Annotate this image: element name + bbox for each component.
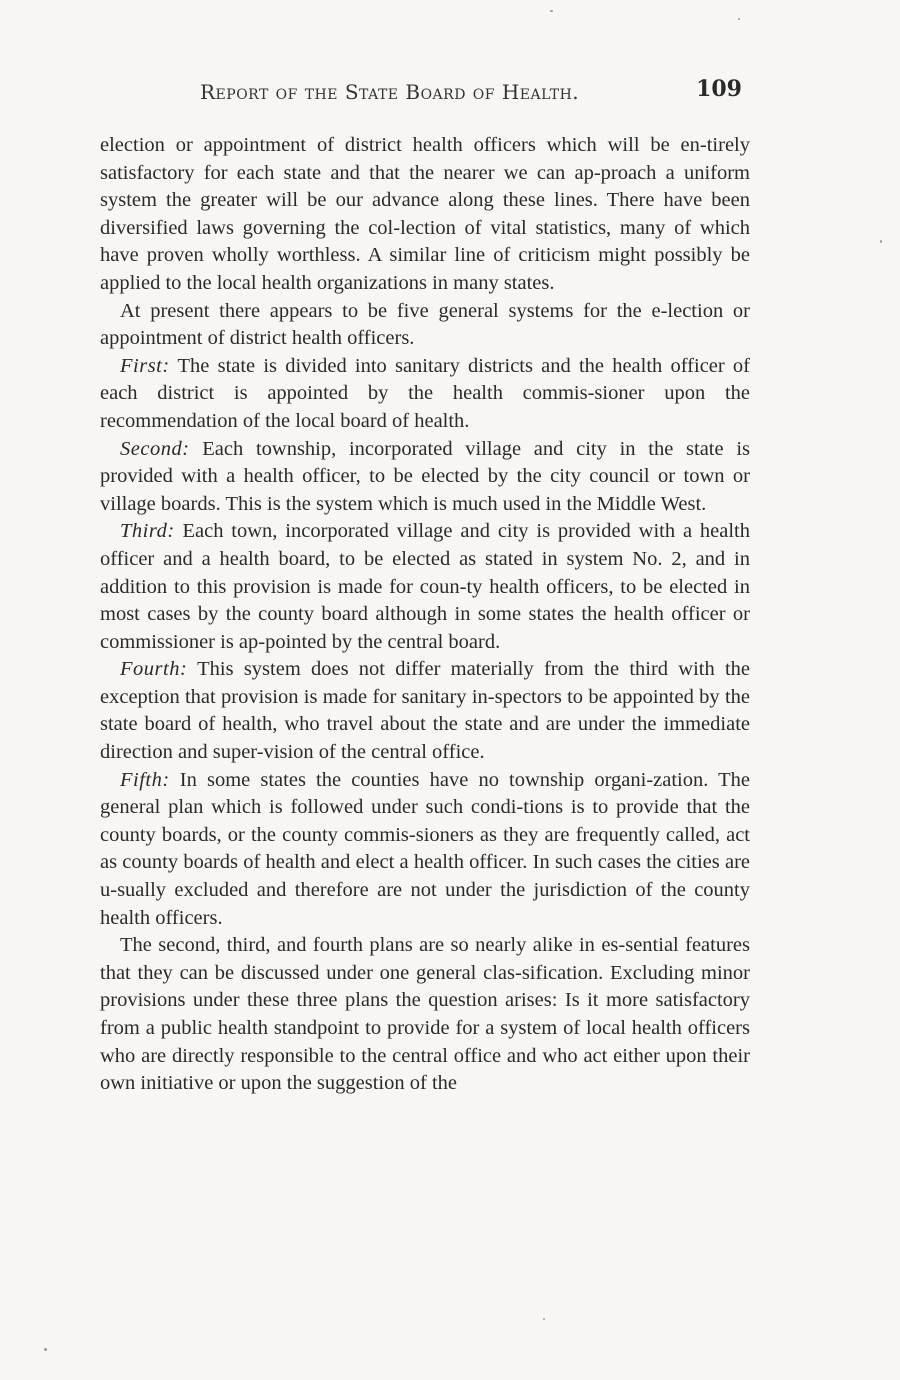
body-text <box>100 132 750 1098</box>
page-number: 109 <box>696 76 742 102</box>
scan-speck <box>880 240 882 243</box>
scan-speck <box>738 18 740 20</box>
paragraph-fifth-system <box>100 767 750 933</box>
scan-speck <box>543 1318 545 1320</box>
system-label-third: Third: <box>120 520 175 543</box>
system-text-fifth: In some states the counties have no township organi-zation. The general plan which is followed under such condi-tions is to provide that the county boards, or the county commis-sioners as they are frequently called, act as county boards of health and elect a health officer. In such cases the cities are u-sually excluded and therefore are not under the jurisdiction of the county health officers. <box>100 768 750 929</box>
paragraph-fourth-system <box>100 656 750 766</box>
paragraph-first-system <box>100 353 750 436</box>
paragraph-intro: At present there appears to be five general systems for the e-lection or appointment of district health officers. <box>100 299 750 350</box>
paragraph-third-system <box>100 518 750 656</box>
scan-speck <box>44 1348 47 1351</box>
system-text-third: Each town, incorporated village and city is provided with a health officer and a health board, to be elected as stated in system No. 2, and in addition to this provision is made for coun-ty health officers, to be elected in most cases by the county board although in some states the health officer or commissioner is ap-pointed by the central board. <box>100 520 750 653</box>
system-text-fourth: This system does not differ materially from the third with the exception that provision is made for sanitary in-spectors to be appointed by the state board of health, who travel about the state and are under the immediate direction and super-vision of the central office. <box>100 658 750 764</box>
page-header <box>100 76 750 106</box>
paragraph-continuation: election or appointment of district health officers which will be en-tirely satisfactory for each state and that the nearer we can ap-proach a uniform system the greater will be our advance along these lines. There have been diversified laws governing the col-lection of vital statistics, many of which have proven wholly worthless. A similar line of criticism might possibly be applied to the local health organizations in many states. <box>100 134 750 294</box>
scan-speck <box>550 10 553 12</box>
system-label-second: Second: <box>120 437 190 460</box>
running-head: Report of the State Board of Health. <box>200 80 580 104</box>
system-text-second: Each township, incorporated village and city in the state is provided with a health officer, to be elected by the city council or town or village boards. This is the system which is much used in the Middle West. <box>100 437 750 515</box>
system-label-fifth: Fifth: <box>120 768 170 791</box>
system-text-first: The state is divided into sanitary districts and the health officer of each district is appointed by the health commis-sioner upon the recommendation of the local board of health. <box>100 354 750 432</box>
paragraph-second-system <box>100 436 750 519</box>
system-label-fourth: Fourth: <box>120 658 188 681</box>
paragraph-discussion: The second, third, and fourth plans are so nearly alike in es-sential features that they can be discussed under one general clas-sification. Excluding minor provisions under these three plans the question arises: Is it more satisfactory from a public health standpoint to provide for a system of local health officers who are directly responsible to the central office and who act either upon their own initiative or upon the suggestion of the <box>100 934 750 1095</box>
system-label-first: First: <box>120 354 170 377</box>
